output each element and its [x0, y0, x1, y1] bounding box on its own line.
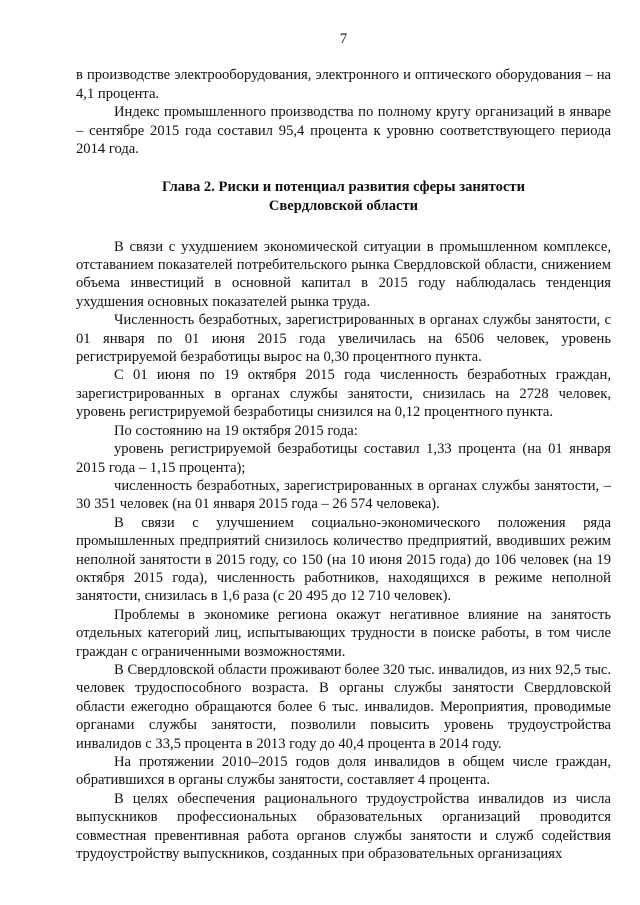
- paragraph: В Свердловской области проживают более 320 тыс. инвалидов, из них 92,5 тыс. человек трудоспособного возраста. В органы службы занятости Свердловской области ежегодно обращаются более 6 тыс. инвалидов. Мероприятия, проводимые органами службы занятости, позволили повысить уровень трудоустройства инвалидов с 33,5 процента в 2013 году до 40,4 процента в 2014 году.: [76, 661, 611, 752]
- paragraph: численность безработных, зарегистрированных в органах службы занятости, – 30 351 человек (на 01 января 2015 года – 26 574 человека).: [76, 477, 611, 513]
- page-number: 7: [339, 31, 348, 47]
- paragraph: По состоянию на 19 октября 2015 года:: [114, 422, 358, 439]
- paragraph: Проблемы в экономике региона окажут негативное влияние на занятость отдельных категорий лиц, испытывающих трудности в поиске работы, в том числе граждан с ограниченными возможностями.: [76, 606, 611, 660]
- document-page: [76, 30, 611, 863]
- chapter-heading: [76, 178, 611, 215]
- chapter-heading-line: Свердловской области: [268, 198, 419, 215]
- chapter-heading-line: Глава 2. Риски и потенциал развития сферы занятости: [161, 179, 525, 196]
- paragraph: В связи с ухудшением экономической ситуации в промышленном комплексе, отставанием показателей потребительского рынка Свердловской области, снижением объема инвестиций в основной капитал в 2015 году наблюдалась тенденция ухудшения основных показателей рынка труда.: [76, 238, 611, 310]
- intro-section: [76, 66, 611, 158]
- paragraph: В связи с улучшением социально-экономического положения ряда промышленных предприятий снизилось количество предприятий, вводивших режим неполной занятости в 2015 году, со 150 (на 10 июня 2015 года) до 106 человек (на 19 октября 2015 года), численность работников, находящихся в режиме неполной занятости, снизилась в 1,6 раза (с 20 495 до 12 710 человек).: [76, 514, 611, 605]
- chapter-body: [76, 238, 611, 864]
- paragraph: уровень регистрируемой безработицы составил 1,33 процента (на 01 января 2015 года – 1,15 процента);: [76, 441, 611, 476]
- paragraph: Численность безработных, зарегистрированных в органах службы занятости, с 01 января по 01 июня 2015 года увеличилась на 6506 человек, уровень регистрируемой безработицы вырос на 0,30 процентного пункта.: [76, 312, 611, 366]
- paragraph: В целях обеспечения рационального трудоустройства инвалидов из числа выпускников профессиональных образовательных организаций проводится совместная превентивная работа органов службы занятости и служб содействия трудоустройству выпускников, созданных при образовательных организациях: [76, 790, 611, 863]
- paragraph: На протяжении 2010–2015 годов доля инвалидов в общем числе граждан, обратившихся в органы службы занятости, составляет 4 процента.: [76, 754, 611, 789]
- paragraph: в производстве электрооборудования, электронного и оптического оборудования – на 4,1 процента.: [76, 67, 611, 102]
- paragraph: Индекс промышленного производства по полному кругу организаций в январе – сентябре 2015 года составил 95,4 процента к уровню соответствующего периода 2014 года.: [76, 104, 611, 158]
- paragraph: С 01 июня по 19 октября 2015 года численность безработных граждан, зарегистрированных в органах службы занятости, снизилась на 2728 человек, уровень регистрируемой безработицы снизился на 0,12 процентного пункта.: [76, 367, 611, 421]
